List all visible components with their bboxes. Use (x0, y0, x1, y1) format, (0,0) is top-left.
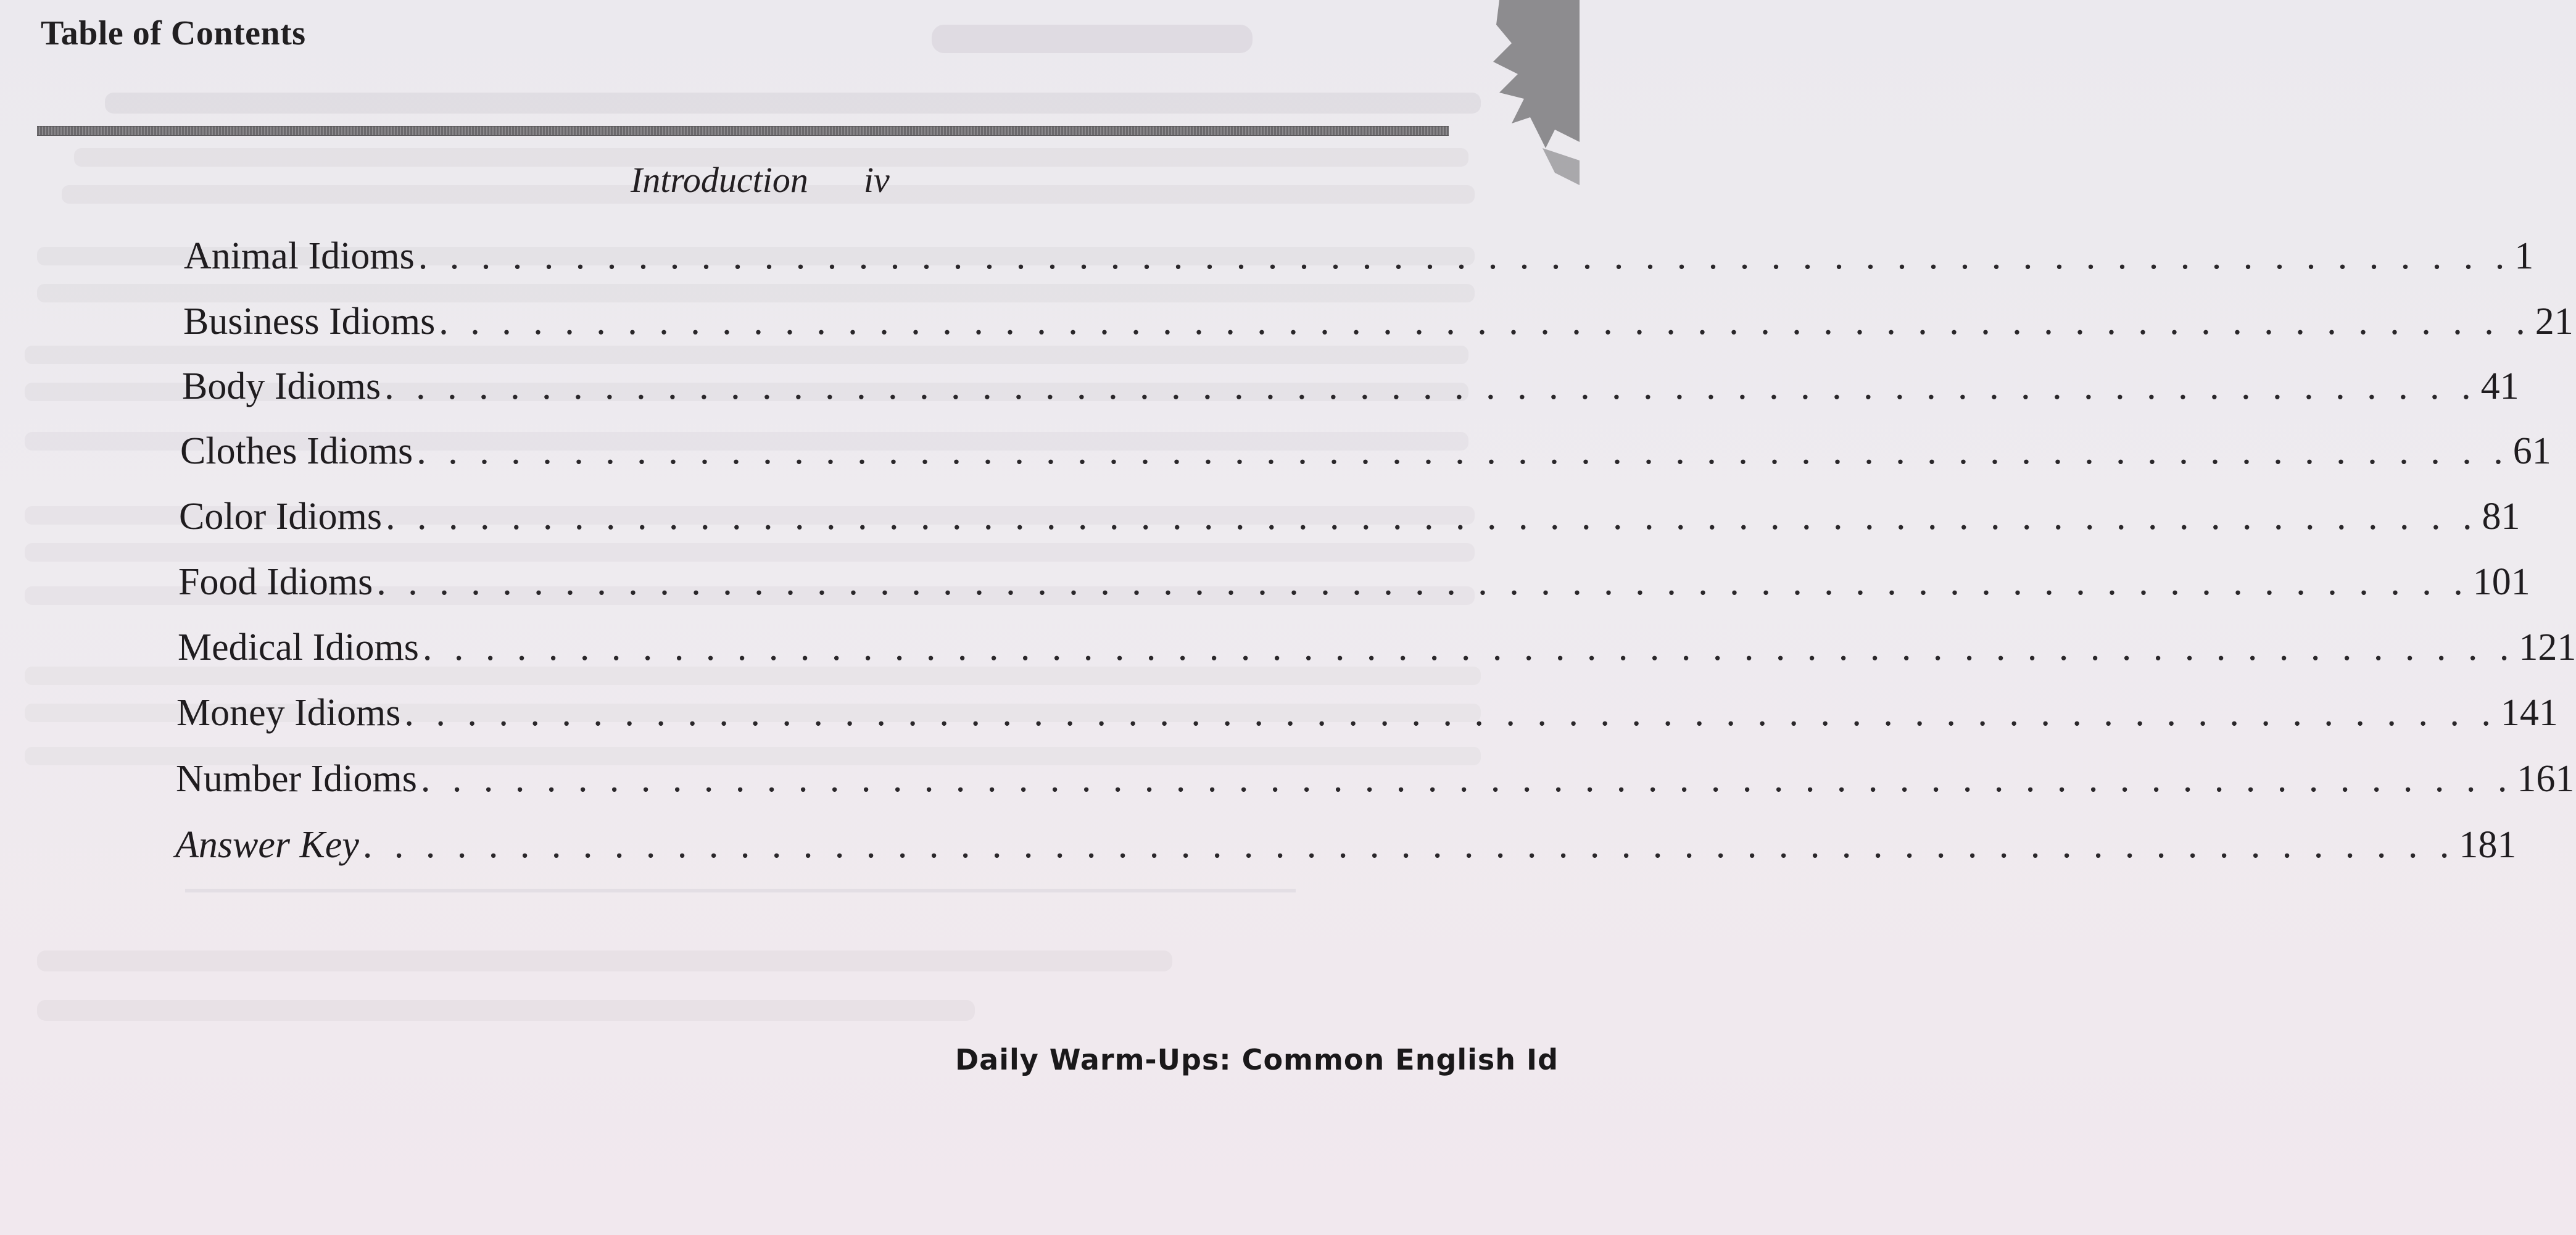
toc-entry-page: 181 (2459, 824, 2517, 866)
toc-entry-title: Body Idioms (182, 365, 381, 407)
toc-entry-page: 161 (2517, 758, 2575, 800)
toc-leader-dots: . . . . . . . . . . . . . . . . . . . . . . . . . . . . . . . . . . . . . . . . . . . . . . . . . . . . . . . . . . . . . . . . . . . (416, 430, 2509, 472)
toc-entry (183, 300, 2574, 349)
toc-leader-dots: . . . . . . . . . . . . . . . . . . . . . . . . . . . . . . . . . . . . . . . . . . . . . . . . . . . . . . . . . . . . . . . . . . . (376, 561, 2469, 603)
toc-entry-page: 121 (2519, 626, 2576, 668)
toc-entry (184, 235, 2534, 284)
header-rule (37, 126, 1449, 136)
toc-entry (178, 626, 2576, 675)
toc-leader-dots: . . . . . . . . . . . . . . . . . . . . . . . . . . . . . . . . . . . . . . . . . . . . . . . . . . . . . . . . . . . . . . . . . . . (362, 824, 2456, 866)
toc-entry (179, 495, 2520, 544)
toc-leader-dots: . . . . . . . . . . . . . . . . . . . . . . . . . . . . . . . . . . . . . . . . . . . . . . . . . . . . . . . . . . . . . . . . . . . (404, 692, 2497, 734)
toc-leader-dots: . . . . . . . . . . . . . . . . . . . . . . . . . . . . . . . . . . . . . . . . . . . . . . . . . . . . . . . . . . . . . . . . . . . (422, 626, 2516, 668)
toc-entry-title: Food Idioms (178, 561, 373, 603)
toc-entry-title: Answer Key (175, 824, 359, 866)
toc-entry-page: 141 (2500, 692, 2558, 734)
toc-entry-title: Number Idioms (176, 758, 417, 800)
toc-entry (176, 691, 2558, 741)
toc-entry-page: 21 (2535, 301, 2574, 343)
toc-entry (175, 823, 2517, 873)
toc-leader-dots: . . . . . . . . . . . . . . . . . . . . . . . . . . . . . . . . . . . . . . . . . . . . . . . . . . . . . . . . . . . . . . . . . . . (384, 365, 2477, 407)
toc-entry-page: 1 (2514, 235, 2534, 277)
toc-entry-title: Clothes Idioms (180, 430, 413, 472)
toc-entry (178, 560, 2530, 610)
page-heading: Table of Contents (41, 14, 306, 52)
toc-introduction (631, 159, 890, 201)
toc-entry (176, 757, 2575, 807)
toc-entry-page: 101 (2472, 561, 2530, 603)
toc-entry (182, 365, 2519, 414)
toc-entry-title: Business Idioms (183, 301, 436, 343)
toc-leader-dots: . . . . . . . . . . . . . . . . . . . . . . . . . . . . . . . . . . . . . . . . . . . . . . . . . . . . . . . . . . . . . . . . . . . (418, 235, 2511, 277)
introduction-label: Introduction (631, 160, 808, 200)
introduction-page-number: iv (863, 160, 890, 200)
toc-entry-title: Animal Idioms (184, 235, 415, 277)
toc-leader-dots: . . . . . . . . . . . . . . . . . . . . . . . . . . . . . . . . . . . . . . . . . . . . . . . . . . . . . . . . . . . . . . . . . . . (420, 758, 2514, 800)
corner-artwork (1493, 0, 1580, 185)
toc-entry-page: 81 (2482, 496, 2520, 538)
toc-entry-title: Color Idioms (179, 496, 382, 538)
toc-leader-dots: . . . . . . . . . . . . . . . . . . . . . . . . . . . . . . . . . . . . . . . . . . . . . . . . . . . . . . . . . . . . . . . . . . . (385, 496, 2479, 538)
toc-entry-title: Money Idioms (176, 692, 401, 734)
toc-leader-dots: . . . . . . . . . . . . . . . . . . . . . . . . . . . . . . . . . . . . . . . . . . . . . . . . . . . . . . . . . . . . . . . . . . . (439, 301, 2532, 343)
book-title-footer: Daily Warm-Ups: Common English Id (955, 1043, 1559, 1076)
toc-entry-title: Medical Idioms (178, 626, 419, 668)
toc-entry (180, 430, 2551, 479)
toc-entry-page: 61 (2512, 430, 2551, 472)
toc-entry-page: 41 (2480, 365, 2519, 407)
